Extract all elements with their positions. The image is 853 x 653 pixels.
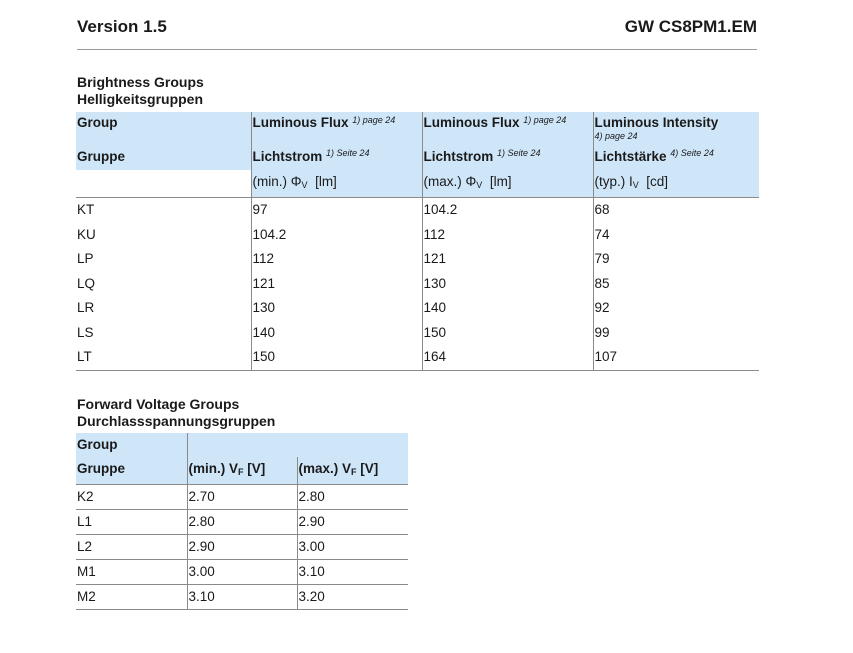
cell-max: 121 (422, 247, 593, 272)
cell-group: LP (77, 251, 94, 266)
cell-min: 150 (251, 345, 422, 370)
table-row (76, 485, 408, 510)
voltage-groups-title (77, 396, 275, 430)
header-unit-blank (76, 170, 251, 198)
cell-min: 104.2 (251, 223, 422, 248)
footnote-ref: 1) Seite 24 (326, 148, 370, 158)
cell-typ: 85 (593, 272, 759, 297)
footnote-ref: 1) page 24 (352, 115, 396, 125)
unit-label: (typ.) I (594, 174, 633, 189)
unit-label: (min.) V (188, 461, 238, 476)
document-version: Version 1.5 (77, 17, 167, 36)
voltage-title-en: Forward Voltage Groups (77, 396, 240, 412)
header-intensity-de-label: Lichtstärke (594, 149, 667, 164)
header-min-flux-de-label: Lichtstrom (252, 149, 323, 164)
cell-min: 2.80 (187, 510, 297, 535)
header-group-en: Group (76, 112, 251, 143)
cell-min: 3.10 (187, 585, 297, 610)
table-row (76, 560, 408, 585)
header-max-flux-de (422, 143, 593, 170)
header-intensity-de (593, 143, 759, 170)
header-blank (187, 433, 408, 457)
header-group-en: Group (76, 433, 187, 457)
brightness-title-de: Helligkeitsgruppen (77, 91, 204, 107)
header-min-flux-label: Luminous Flux (252, 115, 349, 130)
cell-max: 164 (422, 345, 593, 370)
header-max-flux (422, 112, 593, 143)
header-divider (77, 49, 757, 50)
voltage-groups-table (76, 433, 408, 610)
unit-label: (max.) V (298, 461, 352, 476)
cell-max: 2.80 (297, 485, 408, 510)
unit-label: (max.) Φ (423, 174, 477, 189)
cell-min: 130 (251, 296, 422, 321)
cell-max: 3.10 (297, 560, 408, 585)
cell-min: 140 (251, 321, 422, 346)
brightness-groups-title (77, 74, 204, 108)
header-max-unit (422, 170, 593, 198)
brightness-groups-table (76, 112, 759, 371)
cell-group: K2 (76, 485, 187, 510)
table-row (76, 321, 759, 346)
unit-value: [lm] (315, 174, 337, 189)
table-row (76, 510, 408, 535)
cell-max: 2.90 (297, 510, 408, 535)
cell-group: M1 (76, 560, 187, 585)
table-row (76, 296, 759, 321)
footnote-ref: 4) Seite 24 (670, 148, 714, 158)
cell-max: 3.00 (297, 535, 408, 560)
cell-typ: 74 (593, 223, 759, 248)
footnote-ref: 1) page 24 (523, 115, 567, 125)
unit-subscript: F (351, 467, 357, 477)
unit-value: [lm] (489, 174, 512, 189)
table-row (76, 247, 759, 272)
unit-value: [cd] (646, 174, 669, 189)
footnote-ref: 4) page 24 (594, 131, 638, 141)
cell-min: 97 (251, 198, 422, 223)
cell-max: 150 (422, 321, 593, 346)
table-row (76, 585, 408, 610)
cell-min: 121 (251, 272, 422, 297)
header-max-flux-label: Luminous Flux (423, 115, 520, 130)
header-min-unit (251, 170, 422, 198)
cell-typ: 99 (593, 321, 759, 346)
cell-max: 3.20 (297, 585, 408, 610)
unit-value: [V] (360, 461, 379, 476)
header-max-flux-de-label: Lichtstrom (423, 149, 494, 164)
table-row (76, 535, 408, 560)
cell-group: L2 (76, 535, 187, 560)
product-name: GW CS8PM1.EM (624, 17, 757, 36)
unit-value: [V] (247, 461, 266, 476)
voltage-title-de: Durchlassspannungsgruppen (77, 413, 276, 429)
cell-typ: 68 (593, 198, 759, 223)
table-row (76, 345, 759, 370)
header-min-flux (251, 112, 422, 143)
header-group-de: Gruppe (76, 143, 251, 170)
cell-max: 130 (422, 272, 593, 297)
header-max-vf (297, 457, 408, 485)
cell-group: KU (77, 226, 96, 242)
unit-label: (min.) Φ (252, 174, 302, 189)
table-row (76, 223, 759, 248)
header-group-de: Gruppe (76, 457, 187, 485)
brightness-rows (76, 198, 759, 371)
cell-typ: 107 (593, 345, 759, 370)
brightness-title-en: Brightness Groups (77, 74, 204, 90)
cell-group: LS (77, 324, 94, 340)
cell-min: 2.70 (187, 485, 297, 510)
cell-max: 104.2 (422, 198, 593, 223)
cell-min: 2.90 (187, 535, 297, 560)
cell-group: L1 (76, 510, 187, 535)
unit-subscript: F (238, 467, 244, 477)
unit-subscript: V (301, 180, 308, 190)
header-intensity (593, 112, 759, 143)
cell-group: LT (76, 345, 251, 370)
cell-group: LR (77, 300, 95, 315)
table-row (76, 198, 759, 223)
cell-typ: 92 (593, 296, 759, 321)
header-int-unit (593, 170, 759, 198)
cell-group: LQ (77, 275, 96, 291)
cell-group: M2 (76, 585, 187, 610)
unit-subscript: V (632, 180, 639, 190)
cell-min: 112 (251, 247, 422, 272)
unit-subscript: V (476, 180, 483, 190)
cell-typ: 79 (593, 247, 759, 272)
cell-max: 140 (422, 296, 593, 321)
cell-min: 3.00 (187, 560, 297, 585)
cell-group: KT (77, 202, 95, 217)
header-min-vf (187, 457, 297, 485)
table-row (76, 272, 759, 297)
header-min-flux-de (251, 143, 422, 170)
footnote-ref: 1) Seite 24 (497, 148, 541, 158)
cell-max: 112 (422, 223, 593, 248)
header-intensity-label: Luminous Intensity (594, 115, 719, 130)
